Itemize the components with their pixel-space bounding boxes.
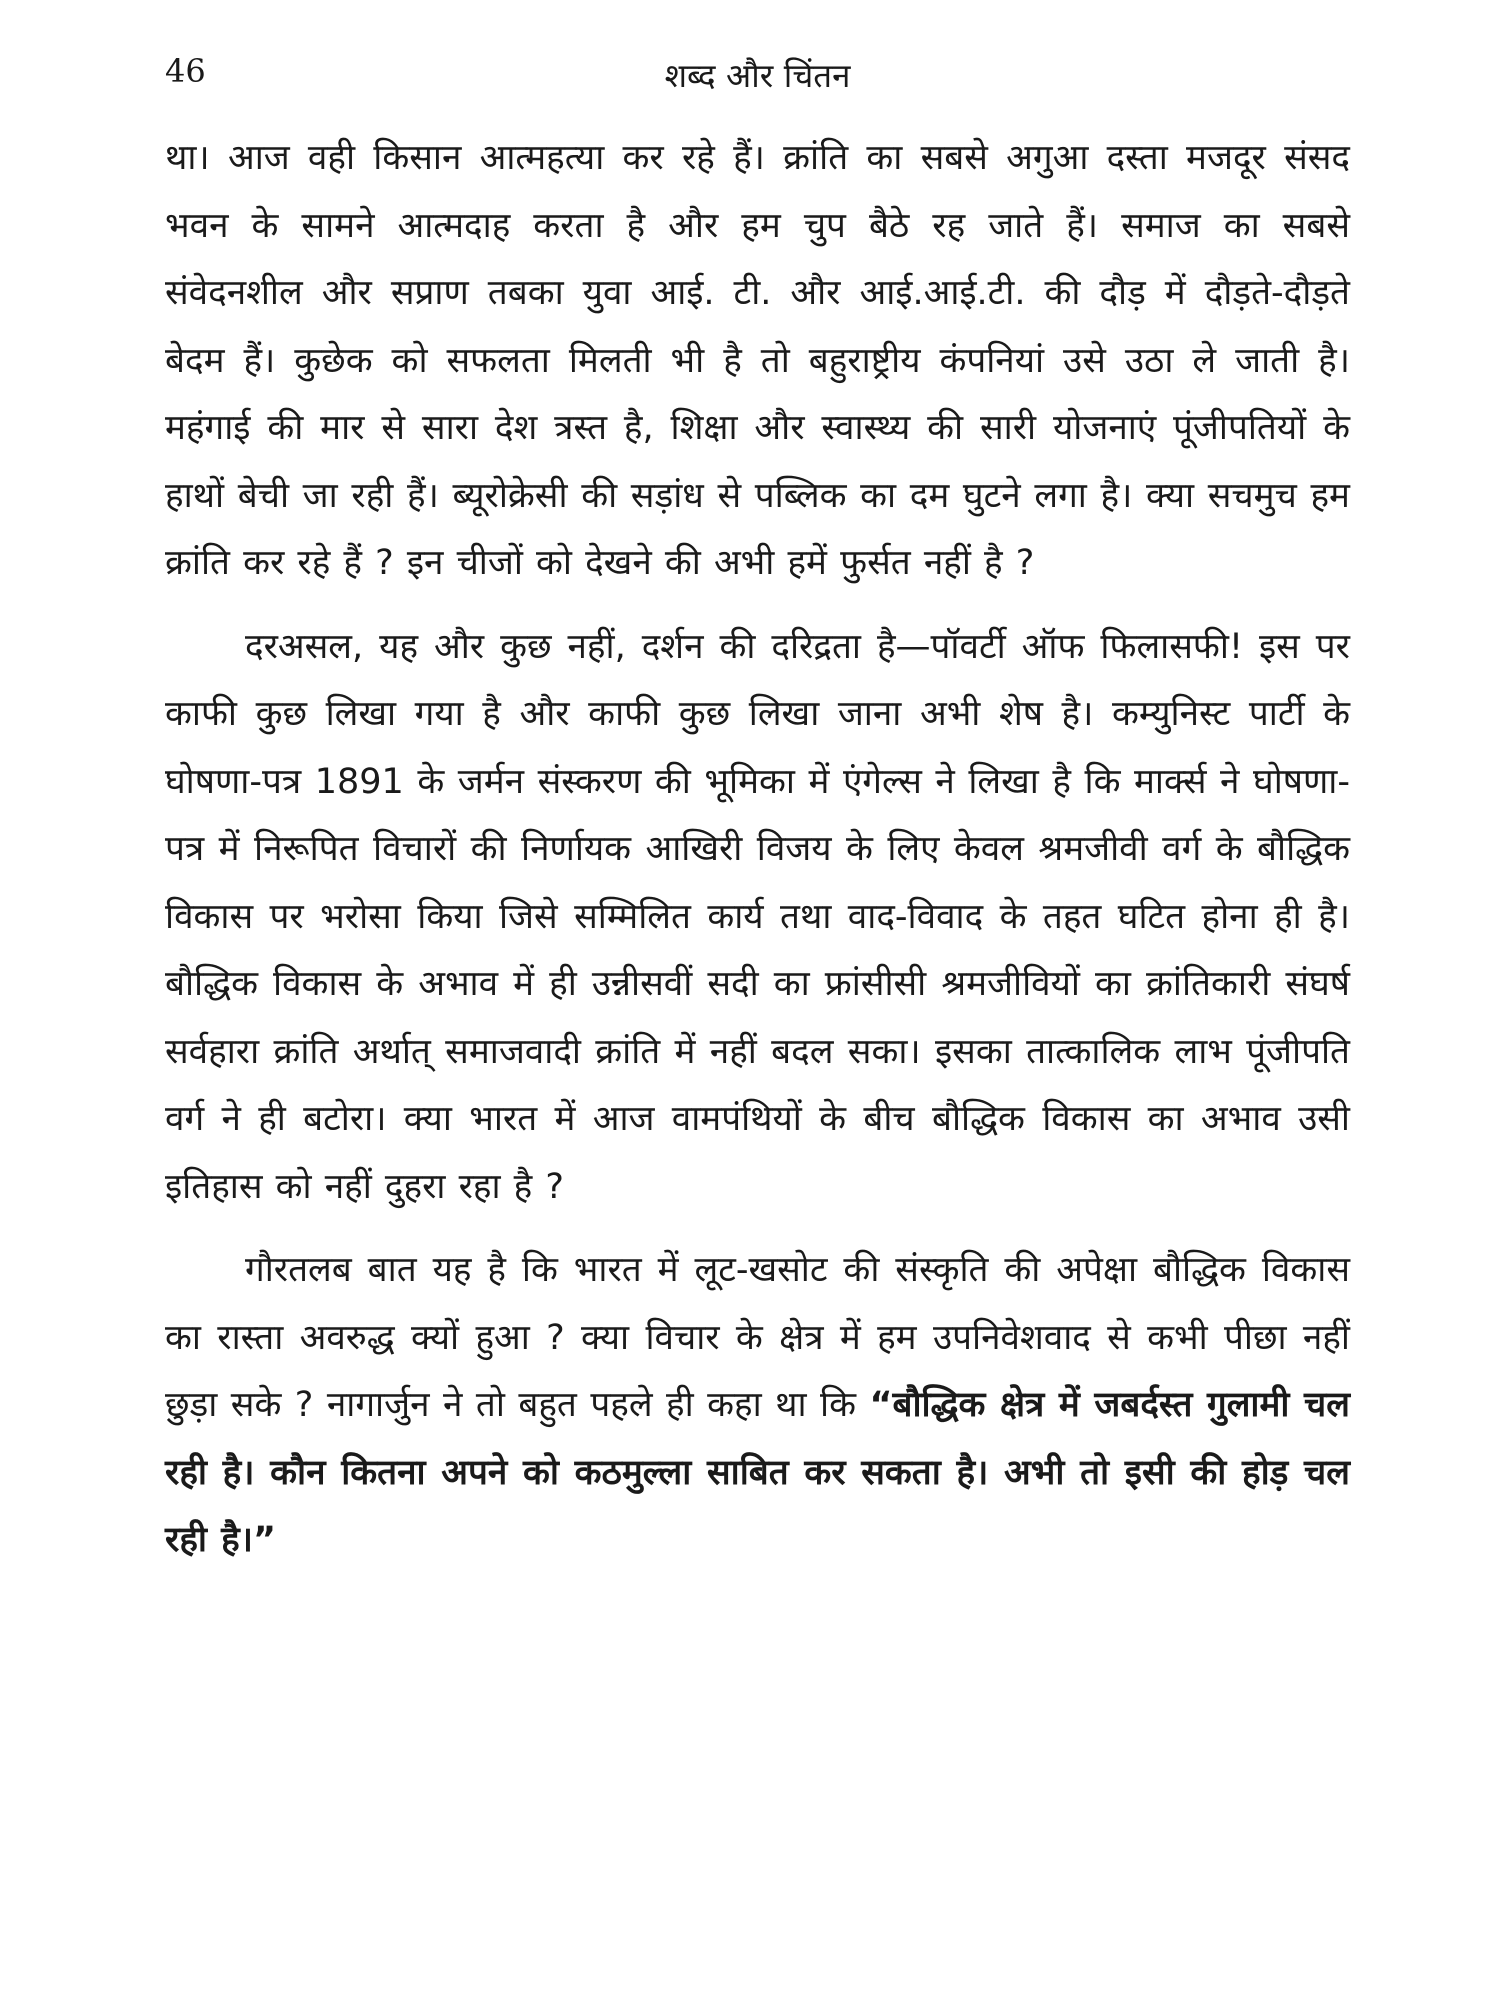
page-number: 46 (165, 52, 206, 90)
nagarjun-quote: “बौद्धिक क्षेत्र में जबर्दस्त गुलामी चल रही है। कौन कितना अपने को कठमुल्ला साबित कर सकता है। अभी तो इसी की होड़ चल रही है।” (165, 1385, 1350, 1560)
paragraph-1: था। आज वही किसान आत्महत्या कर रहे हैं। क्रांति का सबसे अगुआ दस्ता मजदूर संसद भवन के सामने आत्मदाह करता है और हम चुप बैठे रह जाते हैं। समाज का सबसे संवेदनशील और सप्राण तबका युवा आई. टी. और आई.आई.टी. की दौड़ में दौड़ते-दौड़ते बेदम हैं। कुछेक को सफलता मिलती भी है तो बहुराष्ट्रीय कंपनियां उसे उठा ले जाती है। महंगाई की मार से सारा देश त्रस्त है, शिक्षा और स्वास्थ्य की सारी योजनाएं पूंजीपतियों के हाथों बेची जा रही हैं। ब्यूरोक्रेसी की सड़ांध से पब्लिक का दम घुटने लगा है। क्या सचमुच हम क्रांति कर रहे हैं ? इन चीजों को देखने की अभी हमें फुर्सत नहीं है ? (165, 138, 1350, 583)
paragraph-2: दरअसल, यह और कुछ नहीं, दर्शन की दरिद्रता है—पॉवर्टी ऑफ फिलासफी! इस पर काफी कुछ लिखा गया है और काफी कुछ लिखा जाना अभी शेष है। कम्युनिस्ट पार्टी के घोषणा-पत्र 1891 के जर्मन संस्करण की भूमिका में एंगेल्स ने लिखा है कि मार्क्स ने घोषणा-पत्र में निरूपित विचारों की निर्णायक आखिरी विजय के लिए केवल श्रमजीवी वर्ग के बौद्धिक विकास पर भरोसा किया जिसे सम्मिलित कार्य तथा वाद-विवाद के तहत घटित होना ही है। बौद्धिक विकास के अभाव में ही उन्नीसवीं सदी का फ्रांसीसी श्रमजीवियों का क्रांतिकारी संघर्ष सर्वहारा क्रांति अर्थात् समाजवादी क्रांति में नहीं बदल सका। इसका तात्कालिक लाभ पूंजीपति वर्ग ने ही बटोरा। क्या भारत में आज वामपंथियों के बीच बौद्धिक विकास का अभाव उसी इतिहास को नहीं दुहरा रहा है ? (165, 626, 1350, 1207)
page-header (165, 52, 1350, 102)
paragraph-3-intro: गौरतलब बात यह है कि भारत में लूट-खसोट की संस्कृति की अपेक्षा बौद्धिक विकास का रास्ता अवरुद्ध क्यों हुआ ? क्या विचार के क्षेत्र में हम उपनिवेशवाद से कभी पीछा नहीं छुड़ा सके ? नागार्जुन ने तो बहुत पहले ही कहा था कि (165, 1250, 1350, 1425)
page-body (165, 125, 1350, 1575)
paragraph-3 (165, 1237, 1350, 1575)
running-title: शब्द और चिंतन (664, 56, 851, 95)
